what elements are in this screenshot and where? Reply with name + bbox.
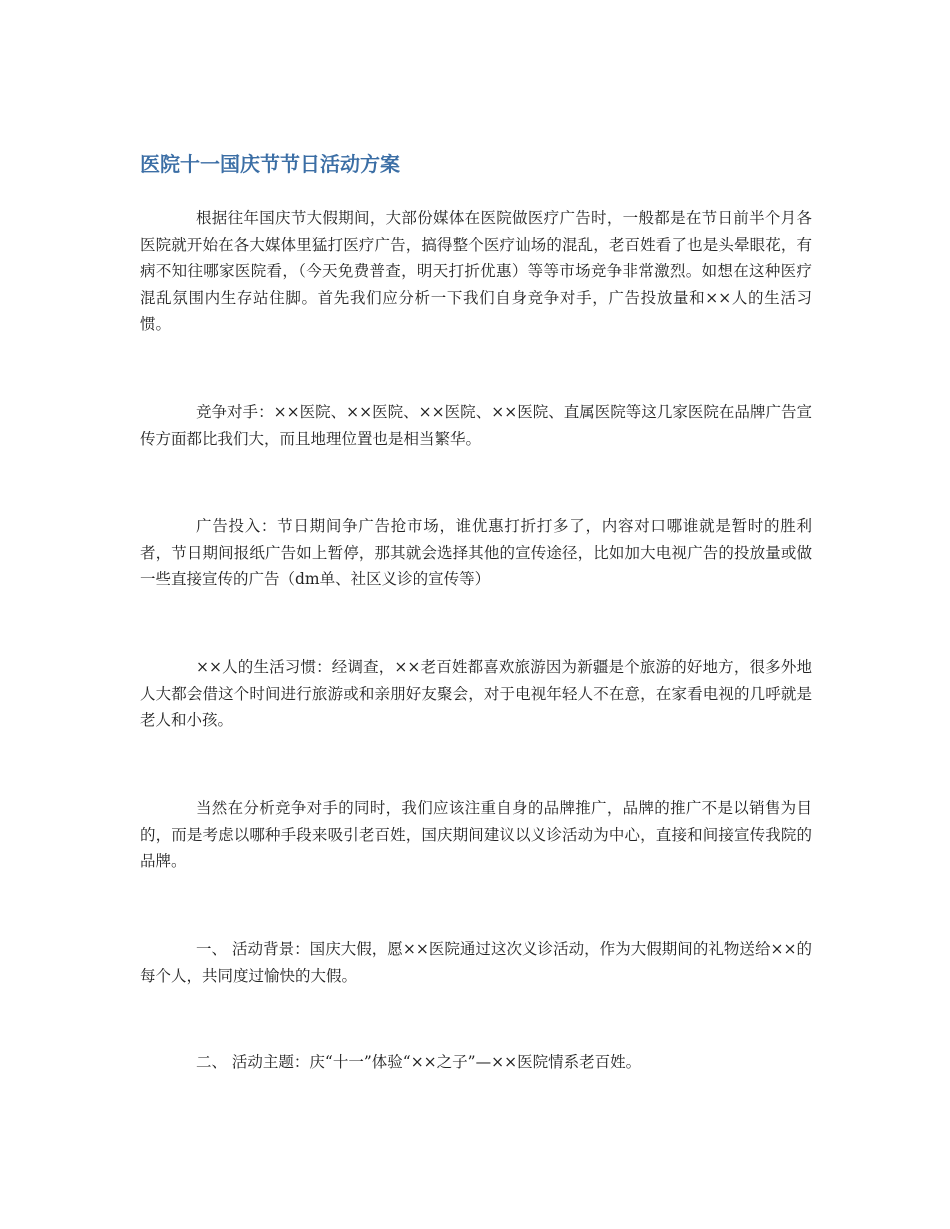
paragraph-activity-background: 一、 活动背景：国庆大假，愿××医院通过这次义诊活动，作为大假期间的礼物送给××的每个人，共同度过愉快的大假。 — [140, 940, 812, 985]
document-title: 医院十一国庆节节日活动方案 — [140, 152, 400, 176]
paragraph-brand-promotion: 当然在分析竞争对手的同时，我们应该注重自身的品牌推广，品牌的推广不是以销售为目的，而是考虑以哪种手段来吸引老百姓，国庆期间建议以义诊活动为中心，直接和间接宣传我院的品牌。 — [140, 799, 812, 870]
paragraph-intro: 根据往年国庆节大假期间，大部份媒体在医院做医疗广告时，一般都是在节日前半个月各医院就开始在各大媒体里猛打医疗广告，搞得整个医疗讪场的混乱，老百姓看了也是头晕眼花，有病不知往哪家医院看，（今天免费普查，明天打折优惠）等等市场竞争非常激烈。如想在这种医疗混乱氛围内生存站住脚。首先我们应分析一下我们自身竞争对手，广告投放量和××人的生活习惯。 — [140, 209, 812, 333]
paragraph-ad-investment: 广告投入：节日期间争广告抢市场，谁优惠打折打多了，内容对口哪谁就是暂时的胜利者，节日期间报纸广告如上暂停，那其就会选择其他的宣传途径，比如加大电视广告的投放量或做一些直接宣传的广告（dm单、社区义诊的宣传等） — [140, 517, 812, 588]
paragraph-living-habits: ××人的生活习惯：经调查，××老百姓都喜欢旅游因为新疆是个旅游的好地方，很多外地人大都会借这个时间进行旅游或和亲朋好友聚会，对于电视年轻人不在意，在家看电视的几呼就是老人和小孩。 — [140, 658, 812, 729]
paragraph-activity-theme: 二、 活动主题：庆“十一”体验“××之子”—××医院情系老百姓。 — [196, 1053, 642, 1071]
paragraph-competitors: 竞争对手：××医院、××医院、××医院、××医院、直属医院等这几家医院在品牌广告宣传方面都比我们大，而且地理位置也是相当繁华。 — [140, 403, 812, 448]
